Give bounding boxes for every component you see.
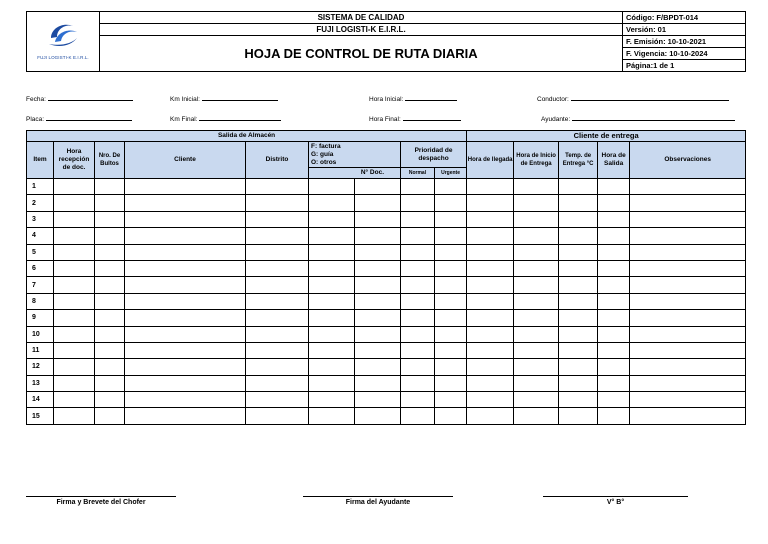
table-cell[interactable] <box>630 342 746 358</box>
table-cell[interactable] <box>514 392 559 408</box>
table-cell[interactable] <box>125 359 246 375</box>
col-hora-llegada: Hora de llegada <box>467 142 514 179</box>
table-cell[interactable] <box>630 326 746 342</box>
table-cell[interactable] <box>514 408 559 424</box>
table-cell[interactable] <box>630 277 746 293</box>
table-cell[interactable] <box>355 375 401 391</box>
table-cell[interactable] <box>401 260 435 276</box>
table-cell[interactable] <box>355 342 401 358</box>
cliente-group-header: Cliente de entrega <box>467 131 746 142</box>
table-cell[interactable] <box>630 392 746 408</box>
table-cell[interactable] <box>559 293 598 309</box>
table-cell[interactable] <box>309 342 355 358</box>
table-cell[interactable] <box>246 179 309 195</box>
col-temp: Temp. de Entrega °C <box>559 142 598 179</box>
table-cell[interactable] <box>54 179 95 195</box>
col-hora-inicio: Hora de Inicio de Entrega <box>514 142 559 179</box>
table-cell[interactable] <box>559 359 598 375</box>
table-cell[interactable] <box>514 277 559 293</box>
table-cell[interactable] <box>559 392 598 408</box>
table-cell[interactable] <box>630 260 746 276</box>
conductor-line[interactable] <box>571 94 729 101</box>
table-row <box>27 359 746 375</box>
table-cell[interactable] <box>401 179 435 195</box>
table-cell[interactable] <box>435 326 467 342</box>
table-cell[interactable] <box>435 211 467 227</box>
table-cell[interactable] <box>630 195 746 211</box>
col-distrito: Distrito <box>246 142 309 179</box>
ayudante-line[interactable] <box>572 114 735 121</box>
table-cell[interactable] <box>559 326 598 342</box>
table-cell[interactable] <box>435 260 467 276</box>
table-cell[interactable] <box>246 375 309 391</box>
logo <box>27 12 100 72</box>
table-row <box>27 277 746 293</box>
col-item: Item <box>27 142 54 179</box>
table-cell[interactable] <box>598 326 630 342</box>
table-cell[interactable] <box>559 375 598 391</box>
table-cell[interactable] <box>95 195 125 211</box>
table-cell[interactable] <box>54 228 95 244</box>
route-table <box>26 130 746 425</box>
table-cell[interactable] <box>246 195 309 211</box>
table-cell[interactable] <box>309 260 355 276</box>
route-table-body <box>27 179 746 425</box>
table-cell[interactable] <box>246 408 309 424</box>
table-cell[interactable] <box>435 392 467 408</box>
table-cell[interactable] <box>54 408 95 424</box>
table-cell[interactable] <box>246 260 309 276</box>
table-cell[interactable] <box>401 277 435 293</box>
table-cell[interactable] <box>355 310 401 326</box>
table-cell[interactable] <box>309 195 355 211</box>
table-cell[interactable] <box>435 179 467 195</box>
fecha-label: Fecha: <box>26 96 46 103</box>
table-cell[interactable] <box>125 228 246 244</box>
table-cell[interactable] <box>598 244 630 260</box>
table-row <box>27 195 746 211</box>
table-cell[interactable] <box>514 326 559 342</box>
table-cell[interactable] <box>598 179 630 195</box>
table-row <box>27 179 746 195</box>
table-cell[interactable] <box>514 195 559 211</box>
table-cell[interactable] <box>125 211 246 227</box>
table-cell[interactable] <box>54 211 95 227</box>
table-cell[interactable] <box>54 392 95 408</box>
placa-line[interactable] <box>46 114 132 121</box>
table-cell[interactable] <box>598 375 630 391</box>
table-cell[interactable] <box>630 228 746 244</box>
table-cell[interactable] <box>54 260 95 276</box>
table-cell[interactable] <box>125 342 246 358</box>
table-cell[interactable] <box>467 408 514 424</box>
row-item-number: 10 <box>27 326 54 342</box>
col-nro-doc: N° Doc. <box>309 168 401 179</box>
table-cell[interactable] <box>598 277 630 293</box>
table-cell[interactable] <box>514 179 559 195</box>
logo-text: FUJI LOGISTI-K E.I.R.L. <box>37 55 89 60</box>
table-cell[interactable] <box>401 392 435 408</box>
placa-label: Placa: <box>26 116 45 123</box>
hora-inicial-label: Hora Inicial: <box>369 96 404 103</box>
table-cell[interactable] <box>125 277 246 293</box>
col-prioridad: Prioridad de despacho <box>401 142 467 168</box>
conductor-label: Conductor: <box>537 96 569 103</box>
table-row <box>27 211 746 227</box>
table-cell[interactable] <box>630 375 746 391</box>
table-cell[interactable] <box>355 244 401 260</box>
col-urgente: Urgente <box>435 168 467 179</box>
table-cell[interactable] <box>630 293 746 309</box>
ayudante-label: Ayudante: <box>541 116 571 123</box>
col-observaciones: Observaciones <box>630 142 746 179</box>
table-cell[interactable] <box>514 244 559 260</box>
table-cell[interactable] <box>435 277 467 293</box>
table-cell[interactable] <box>125 408 246 424</box>
table-cell[interactable] <box>246 228 309 244</box>
table-cell[interactable] <box>598 228 630 244</box>
table-cell[interactable] <box>514 359 559 375</box>
table-cell[interactable] <box>467 375 514 391</box>
table-cell[interactable] <box>309 310 355 326</box>
table-row <box>27 326 746 342</box>
col-normal: Normal <box>401 168 435 179</box>
table-cell[interactable] <box>401 359 435 375</box>
col-nro-bultos: Nro. De Bultos <box>95 142 125 179</box>
table-cell[interactable] <box>355 293 401 309</box>
salida-group-header: Salida de Almacén <box>27 131 467 142</box>
table-cell[interactable] <box>435 293 467 309</box>
doc-validity: F. Vigencia: 10-10-2024 <box>623 48 746 60</box>
hora-final-line[interactable] <box>403 114 461 121</box>
table-cell[interactable] <box>355 277 401 293</box>
table-cell[interactable] <box>95 342 125 358</box>
table-row <box>27 260 746 276</box>
signature-ayudante: Firma del Ayudante <box>303 496 453 506</box>
table-cell[interactable] <box>598 310 630 326</box>
table-cell[interactable] <box>630 244 746 260</box>
table-cell[interactable] <box>435 359 467 375</box>
table-cell[interactable] <box>309 228 355 244</box>
table-row <box>27 342 746 358</box>
table-cell[interactable] <box>309 326 355 342</box>
col-hora-salida: Hora de Salida <box>598 142 630 179</box>
km-inicial-label: Km Inicial: <box>170 96 200 103</box>
row-item-number: 14 <box>27 392 54 408</box>
row-item-number: 4 <box>27 228 54 244</box>
table-cell[interactable] <box>54 342 95 358</box>
signature-vb: V° B° <box>543 496 688 506</box>
table-cell[interactable] <box>598 359 630 375</box>
placa-field[interactable] <box>26 114 132 123</box>
row-item-number: 13 <box>27 375 54 391</box>
table-cell[interactable] <box>467 392 514 408</box>
km-inicial-field[interactable] <box>170 94 278 103</box>
row-item-number: 8 <box>27 293 54 309</box>
table-cell[interactable] <box>559 342 598 358</box>
table-cell[interactable] <box>125 244 246 260</box>
table-cell[interactable] <box>559 244 598 260</box>
table-cell[interactable] <box>559 310 598 326</box>
table-cell[interactable] <box>435 342 467 358</box>
table-cell[interactable] <box>401 408 435 424</box>
table-cell[interactable] <box>467 326 514 342</box>
table-cell[interactable] <box>246 244 309 260</box>
col-cliente: Cliente <box>125 142 246 179</box>
table-cell[interactable] <box>355 359 401 375</box>
doc-legend-factura: F: factura <box>311 142 341 150</box>
table-cell[interactable] <box>246 211 309 227</box>
km-inicial-line[interactable] <box>202 94 278 101</box>
table-cell[interactable] <box>125 310 246 326</box>
ayudante-field[interactable] <box>541 114 735 123</box>
table-cell[interactable] <box>54 195 95 211</box>
km-final-field[interactable] <box>170 114 281 123</box>
table-cell[interactable] <box>95 211 125 227</box>
table-cell[interactable] <box>246 342 309 358</box>
table-cell[interactable] <box>95 179 125 195</box>
table-cell[interactable] <box>125 293 246 309</box>
table-cell[interactable] <box>355 195 401 211</box>
table-cell[interactable] <box>598 260 630 276</box>
table-cell[interactable] <box>401 195 435 211</box>
table-cell[interactable] <box>309 211 355 227</box>
doc-legend-guia: G: guía <box>311 150 334 158</box>
hora-final-label: Hora Final: <box>369 116 401 123</box>
signature-chofer: Firma y Brevete del Chofer <box>26 496 176 506</box>
row-item-number: 6 <box>27 260 54 276</box>
table-cell[interactable] <box>125 392 246 408</box>
table-cell[interactable] <box>401 342 435 358</box>
table-cell[interactable] <box>355 228 401 244</box>
table-cell[interactable] <box>355 260 401 276</box>
hora-final-field[interactable] <box>369 114 461 123</box>
table-cell[interactable] <box>401 375 435 391</box>
table-cell[interactable] <box>401 211 435 227</box>
table-row <box>27 244 746 260</box>
table-cell[interactable] <box>514 260 559 276</box>
system-title: SISTEMA DE CALIDAD <box>100 12 623 24</box>
table-cell[interactable] <box>467 228 514 244</box>
table-cell[interactable] <box>630 179 746 195</box>
table-cell[interactable] <box>54 293 95 309</box>
table-cell[interactable] <box>125 326 246 342</box>
fecha-line[interactable] <box>48 94 133 101</box>
table-cell[interactable] <box>125 195 246 211</box>
table-cell[interactable] <box>435 228 467 244</box>
table-cell[interactable] <box>435 408 467 424</box>
table-cell[interactable] <box>435 375 467 391</box>
table-cell[interactable] <box>467 260 514 276</box>
table-cell[interactable] <box>246 326 309 342</box>
table-cell[interactable] <box>559 228 598 244</box>
header-table <box>26 11 746 72</box>
table-row <box>27 408 746 424</box>
table-cell[interactable] <box>54 375 95 391</box>
table-cell[interactable] <box>435 244 467 260</box>
table-cell[interactable] <box>467 211 514 227</box>
hora-inicial-line[interactable] <box>405 94 457 101</box>
row-item-number: 12 <box>27 359 54 375</box>
table-cell[interactable] <box>630 310 746 326</box>
table-cell[interactable] <box>401 310 435 326</box>
table-cell[interactable] <box>467 179 514 195</box>
table-cell[interactable] <box>54 310 95 326</box>
table-cell[interactable] <box>355 326 401 342</box>
row-item-number: 7 <box>27 277 54 293</box>
table-row <box>27 228 746 244</box>
doc-page: Página:1 de 1 <box>623 60 746 72</box>
table-cell[interactable] <box>309 277 355 293</box>
table-cell[interactable] <box>54 359 95 375</box>
table-cell[interactable] <box>309 408 355 424</box>
table-cell[interactable] <box>95 359 125 375</box>
table-cell[interactable] <box>309 392 355 408</box>
table-row <box>27 293 746 309</box>
table-cell[interactable] <box>355 392 401 408</box>
table-cell[interactable] <box>598 392 630 408</box>
table-cell[interactable] <box>401 244 435 260</box>
table-cell[interactable] <box>95 310 125 326</box>
row-item-number: 1 <box>27 179 54 195</box>
page-title: HOJA DE CONTROL DE RUTA DIARIA <box>100 36 623 72</box>
table-cell[interactable] <box>246 359 309 375</box>
table-cell[interactable] <box>435 195 467 211</box>
table-cell[interactable] <box>435 310 467 326</box>
table-cell[interactable] <box>309 359 355 375</box>
table-cell[interactable] <box>514 375 559 391</box>
col-hora-recepcion: Hora recepción de doc. <box>54 142 95 179</box>
table-cell[interactable] <box>355 211 401 227</box>
table-cell[interactable] <box>630 211 746 227</box>
table-cell[interactable] <box>467 293 514 309</box>
table-cell[interactable] <box>514 310 559 326</box>
row-item-number: 11 <box>27 342 54 358</box>
table-cell[interactable] <box>467 310 514 326</box>
km-final-label: Km Final: <box>170 116 198 123</box>
table-cell[interactable] <box>95 260 125 276</box>
table-cell[interactable] <box>54 277 95 293</box>
table-cell[interactable] <box>598 342 630 358</box>
table-cell[interactable] <box>355 408 401 424</box>
table-cell[interactable] <box>514 228 559 244</box>
table-cell[interactable] <box>246 392 309 408</box>
table-cell[interactable] <box>309 293 355 309</box>
table-cell[interactable] <box>309 179 355 195</box>
hora-inicial-field[interactable] <box>369 94 457 103</box>
table-cell[interactable] <box>125 260 246 276</box>
table-cell[interactable] <box>246 310 309 326</box>
table-cell[interactable] <box>95 392 125 408</box>
table-cell[interactable] <box>95 293 125 309</box>
table-cell[interactable] <box>95 228 125 244</box>
table-cell[interactable] <box>598 293 630 309</box>
km-final-line[interactable] <box>199 114 281 121</box>
row-item-number: 15 <box>27 408 54 424</box>
conductor-field[interactable] <box>537 94 729 103</box>
table-cell[interactable] <box>514 211 559 227</box>
table-cell[interactable] <box>467 277 514 293</box>
table-cell[interactable] <box>95 277 125 293</box>
table-cell[interactable] <box>95 244 125 260</box>
table-cell[interactable] <box>598 195 630 211</box>
table-cell[interactable] <box>401 293 435 309</box>
table-cell[interactable] <box>559 408 598 424</box>
row-item-number: 2 <box>27 195 54 211</box>
table-cell[interactable] <box>54 326 95 342</box>
doc-legend-otros: O: otros <box>311 158 337 166</box>
row-item-number: 3 <box>27 211 54 227</box>
table-cell[interactable] <box>467 359 514 375</box>
table-row <box>27 375 746 391</box>
table-cell[interactable] <box>54 244 95 260</box>
row-item-number: 9 <box>27 310 54 326</box>
doc-version: Versión: 01 <box>623 24 746 36</box>
table-row <box>27 310 746 326</box>
table-cell[interactable] <box>514 342 559 358</box>
table-cell[interactable] <box>467 342 514 358</box>
table-cell[interactable] <box>309 244 355 260</box>
table-cell[interactable] <box>246 277 309 293</box>
table-cell[interactable] <box>559 277 598 293</box>
table-cell[interactable] <box>630 359 746 375</box>
table-cell[interactable] <box>598 408 630 424</box>
table-cell[interactable] <box>246 293 309 309</box>
table-cell[interactable] <box>401 228 435 244</box>
table-row <box>27 392 746 408</box>
table-cell[interactable] <box>559 195 598 211</box>
table-cell[interactable] <box>401 326 435 342</box>
doc-emission: F. Emisión: 10-10-2021 <box>623 36 746 48</box>
table-cell[interactable] <box>630 408 746 424</box>
table-cell[interactable] <box>95 375 125 391</box>
table-cell[interactable] <box>309 375 355 391</box>
table-cell[interactable] <box>559 179 598 195</box>
table-cell[interactable] <box>125 375 246 391</box>
fecha-field[interactable] <box>26 94 133 103</box>
doc-code: Código: F/BPDT-014 <box>623 12 746 24</box>
table-cell[interactable] <box>514 293 559 309</box>
doc-type-legend <box>309 142 401 168</box>
table-cell[interactable] <box>467 244 514 260</box>
table-cell[interactable] <box>559 260 598 276</box>
table-cell[interactable] <box>467 195 514 211</box>
table-cell[interactable] <box>559 211 598 227</box>
table-cell[interactable] <box>95 326 125 342</box>
table-cell[interactable] <box>125 179 246 195</box>
company-name: FUJI LOGISTI-K E.I.R.L. <box>100 24 623 36</box>
fuji-logo-icon <box>43 20 83 50</box>
table-cell[interactable] <box>355 179 401 195</box>
table-cell[interactable] <box>95 408 125 424</box>
row-item-number: 5 <box>27 244 54 260</box>
table-cell[interactable] <box>598 211 630 227</box>
